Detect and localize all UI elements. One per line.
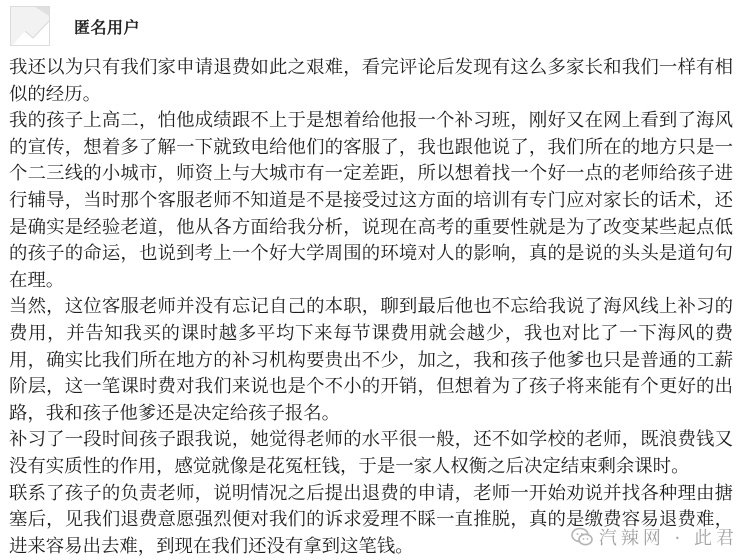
paragraph-3: 当然，这位客服老师并没有忘记自己的本职，聊到最后他也不忘给我说了海风线上补习的费用，并告知我买的课时越多平均下来每节课费用就会越少，我也对比了一下海风的费用，确实比我们所在地方的补习机构要贵出不少，加之，我和孩子他爹也只是普通的工薪阶层，这一笔课时费对我们来说也是个不小的开销，但想着为了孩子将来能有个更好的出路，我和孩子他爹还是决定给孩子报名。 [9,294,733,427]
paragraph-4: 补习了一段时间孩子跟我说，她觉得老师的水平很一般，还不如学校的老师，既浪费钱又没有实质性的作用，感觉就像是花冤枉钱，于是一家人权衡之后决定结束剩余课时。 [9,427,733,480]
username[interactable]: 匿名用户 [74,15,140,38]
paragraph-1: 我还以为只有我们家申请退费如此之艰难，看完评论后发现有这么多家长和我们一样有相似的经历。 [9,55,733,108]
post-body [9,55,733,560]
watermark [571,524,738,550]
paragraph-5: 联系了孩子的负责老师，说明情况之后提出退费的申请，老师一开始劝说并找各种理由搪塞后，见我们退费意愿强烈便对我们的诉求爱理不睬一直推脱，真的是缴费容易退费难，进来容易出去难，到现在我们还没有拿到这笔钱。 [9,481,733,560]
watermark-text: 汽辣网 · 此君 [599,524,738,550]
post-header [10,4,140,48]
avatar-graphic [11,7,50,46]
paragraph-2: 我的孩子上高二，怕他成绩跟不上于是想着给他报一个补习班，刚好又在网上看到了海风的宣传，想着多了解一下就致电给他们的客服了，我也跟他说了，我们所在的地方只是一个二三线的小城市，师资上与大城市有一定差距，所以想着找一个好一点的老师给孩子进行辅导，当时那个客服老师不知道是不是接受过这方面的培训有专门应对家长的话术，还是确实是经验老道，他从各方面给我分析，说现在高考的重要性就是为了改变某些起点低的孩子的命运，也说到考上一个好大学周围的环境对人的影响，真的是说的头头是道句句在理。 [9,108,733,294]
wechat-logo-icon [571,526,593,548]
default-avatar-icon[interactable] [10,6,50,46]
